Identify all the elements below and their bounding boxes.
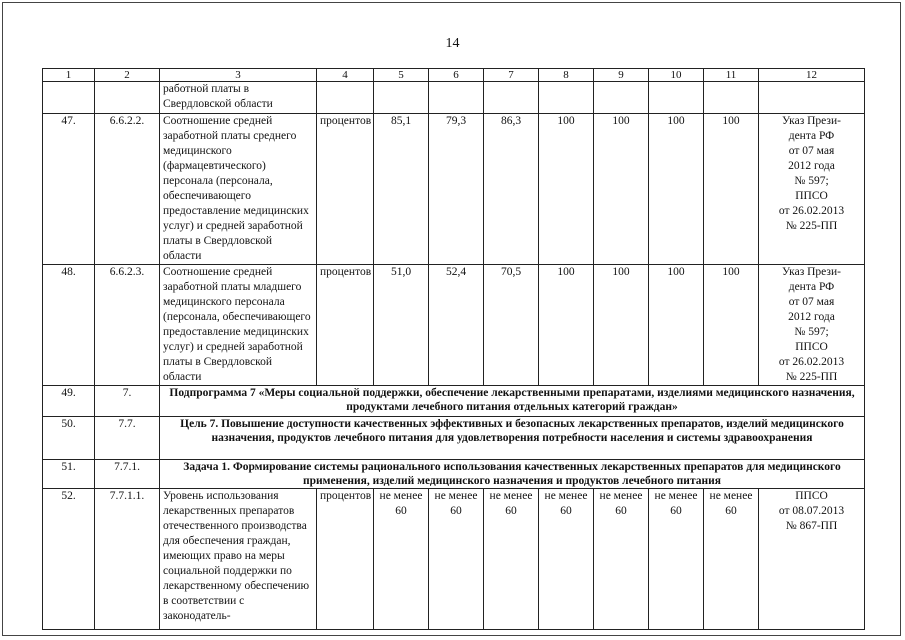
row-number: 50. <box>43 417 95 460</box>
indicator-name: Соотношение средней заработной платы младшего медицинского персонала (персонала, обеспечивающего предоставление медицинских услуг) и средней заработной платы в Свердловской области <box>160 265 317 386</box>
source-line: ППСО <box>795 190 828 202</box>
source-line: 2012 года <box>788 311 835 323</box>
value-col10: не менее 60 <box>649 489 704 630</box>
value-col7: 86,3 <box>484 114 539 265</box>
value-col5: 51,0 <box>374 265 429 386</box>
value-col7: 70,5 <box>484 265 539 386</box>
column-header: 10 <box>649 69 704 82</box>
indicator-name: Соотношение средней заработной платы среднего медицинского (фармацевтического) персонала (персонала, обеспечивающего предоставление медицинских услуг) и средней заработной платы в Свердловской области <box>160 114 317 265</box>
table-row <box>43 489 865 630</box>
value-col6: не менее 60 <box>429 489 484 630</box>
row-code: 6.6.2.2. <box>95 114 160 265</box>
indicators-table <box>42 68 865 630</box>
value-col5: не менее 60 <box>374 489 429 630</box>
value-col10: 100 <box>649 265 704 386</box>
page-number: 14 <box>445 36 460 51</box>
column-header: 6 <box>429 69 484 82</box>
table-row <box>43 114 865 265</box>
source-line: от 26.02.2013 <box>778 356 845 368</box>
column-header: 5 <box>374 69 429 82</box>
row-number: 49. <box>43 386 95 417</box>
column-header-row <box>43 69 865 82</box>
indicator-name: Уровень использования лекарственных препаратов отечественного производства для обеспечения граждан, имеющих право на меры социальной поддержки по лекарственному обеспечению в соответствии с законодатель- <box>160 489 317 630</box>
row-code: 6.6.2.3. <box>95 265 160 386</box>
row-number: 48. <box>43 265 95 386</box>
value-col6: 79,3 <box>429 114 484 265</box>
column-header: 8 <box>539 69 594 82</box>
row-code: 7. <box>95 386 160 417</box>
source-line: дента РФ <box>788 281 835 293</box>
row-code: 7.7.1.1. <box>95 489 160 630</box>
source-line: Указ Прези- <box>782 115 841 127</box>
value-col9: не менее 60 <box>594 489 649 630</box>
source-line: Указ Прези- <box>782 266 841 278</box>
table-row <box>43 265 865 386</box>
unit: процентов <box>317 489 374 630</box>
source-line: № 225-ПП <box>785 371 838 383</box>
column-header: 2 <box>95 69 160 82</box>
value-col10: 100 <box>649 114 704 265</box>
row-code: 7.7. <box>95 417 160 460</box>
source-line: дента РФ <box>788 130 835 142</box>
source-line: 2012 года <box>788 160 835 172</box>
value-col8: 100 <box>539 265 594 386</box>
source-line: от 08.07.2013 <box>778 505 845 517</box>
value-col5: 85,1 <box>374 114 429 265</box>
indicator-name: работной платы в Свердловской области <box>160 82 317 114</box>
value-col11: 100 <box>704 114 759 265</box>
source-line: ППСО <box>795 341 828 353</box>
source-line: от 07 мая <box>788 145 835 157</box>
unit: процентов <box>317 265 374 386</box>
table-row-subprogram <box>43 386 865 417</box>
value-col6: 52,4 <box>429 265 484 386</box>
table-row-continued <box>43 82 865 114</box>
source-line: № 225-ПП <box>785 220 838 232</box>
subprogram-title: Подпрограмма 7 «Меры социальной поддержки, обеспечение лекарственными препаратами, изделиями медицинского назначения, продуктами лечебного питания отдельных категорий граждан» <box>160 386 865 417</box>
value-col8: не менее 60 <box>539 489 594 630</box>
value-col9: 100 <box>594 114 649 265</box>
row-number: 47. <box>43 114 95 265</box>
value-col8: 100 <box>539 114 594 265</box>
source-document <box>759 114 865 265</box>
unit: процентов <box>317 114 374 265</box>
goal-title: Цель 7. Повышение доступности качественных эффективных и безопасных лекарственных препаратов, изделий медицинского назначения, продуктов лечебного питания для удовлетворения потребности населения и системы здравоохранения <box>160 417 865 460</box>
value-col11: не менее 60 <box>704 489 759 630</box>
value-col9: 100 <box>594 265 649 386</box>
source-line: от 26.02.2013 <box>778 205 845 217</box>
column-header: 12 <box>759 69 865 82</box>
table-row-goal <box>43 417 865 460</box>
source-line: ППСО <box>795 490 828 502</box>
value-col7: не менее 60 <box>484 489 539 630</box>
source-line: № 597; <box>794 175 829 187</box>
source-document <box>759 489 865 630</box>
column-header: 7 <box>484 69 539 82</box>
column-header: 3 <box>160 69 317 82</box>
row-number: 52. <box>43 489 95 630</box>
source-line: от 07 мая <box>788 296 835 308</box>
column-header: 1 <box>43 69 95 82</box>
source-document <box>759 265 865 386</box>
column-header: 4 <box>317 69 374 82</box>
row-code: 7.7.1. <box>95 460 160 489</box>
table-row-task <box>43 460 865 489</box>
task-title: Задача 1. Формирование системы рационального использования качественных лекарственных препаратов для медицинского применения, изделий медицинского назначения и продуктов лечебного питания <box>160 460 865 489</box>
column-header: 9 <box>594 69 649 82</box>
source-line: № 597; <box>794 326 829 338</box>
column-header: 11 <box>704 69 759 82</box>
value-col11: 100 <box>704 265 759 386</box>
source-line: № 867-ПП <box>785 520 838 532</box>
row-number: 51. <box>43 460 95 489</box>
